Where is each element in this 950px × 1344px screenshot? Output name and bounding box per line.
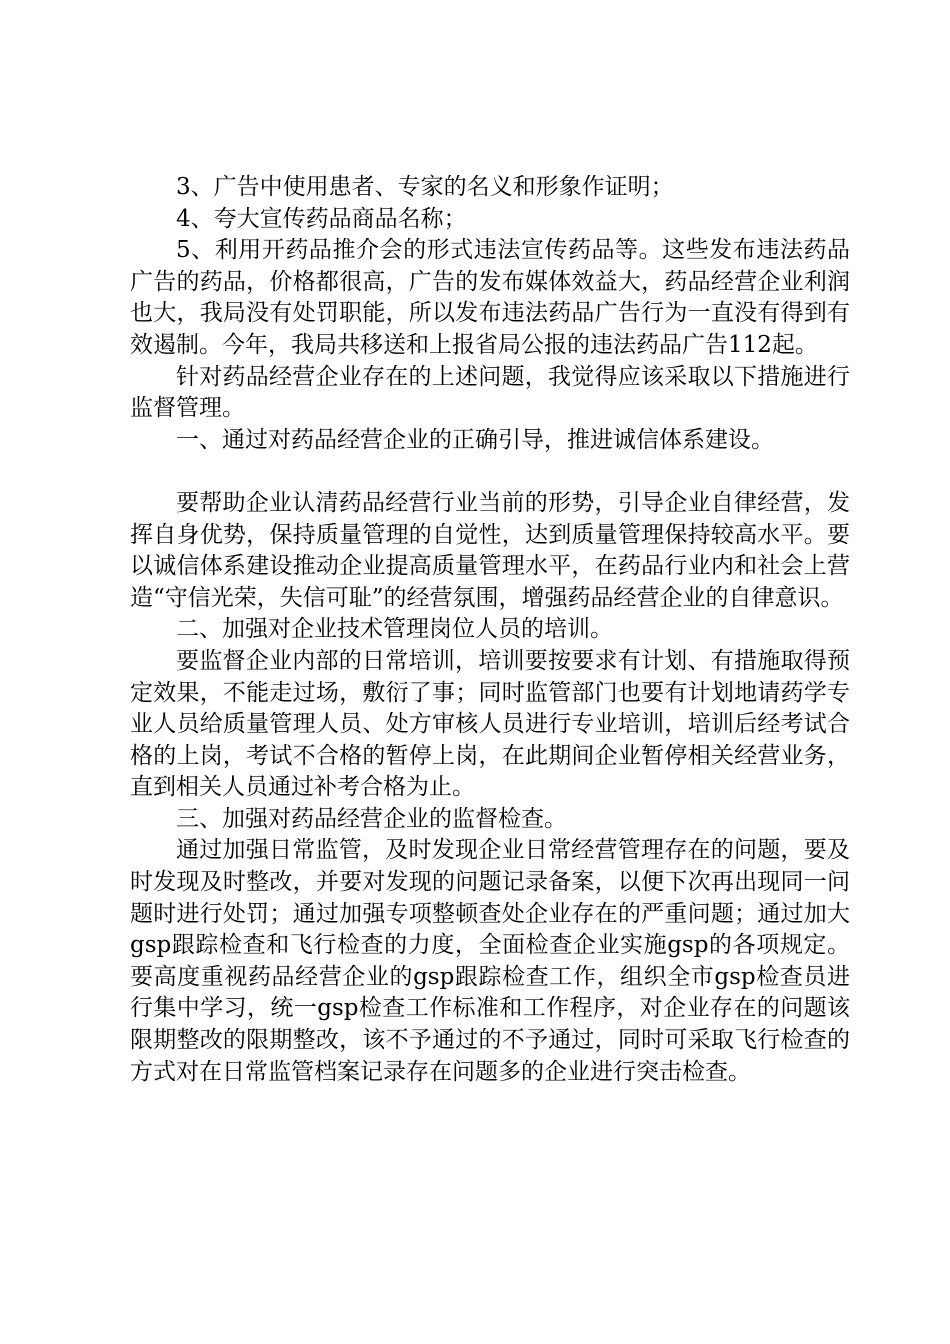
list-item-3: 3、广告中使用患者、专家的名义和形象作证明； bbox=[176, 174, 674, 200]
document-body bbox=[130, 172, 850, 1088]
section-heading-1: 一、通过对药品经营企业的正确引导，推进诚信体系建设。 bbox=[176, 426, 774, 453]
section-heading-2: 二、加强对企业技术管理岗位人员的培训。 bbox=[176, 616, 613, 643]
section-heading-3: 三、加强对药品经营企业的监督检查。 bbox=[176, 805, 567, 832]
section-body-3: 通过加强日常监管，及时发现企业日常经营管理存在的问题，要及时发现及时整改，并要对发现的问题记录备案，以便下次再出现同一问题时进行处罚；通过加强专项整顿查处企业存在的严重问题；通过加大gsp跟踪检查和飞行检查的力度，全面检查企业实施gsp的各项规定。要高度重视药品经营企业的gsp跟踪检查工作，组织全市gsp检查员进行集中学习，统一gsp检查工作标准和工作程序，对企业存在的问题该限期整改的限期整改，该不予通过的不予通过，同时可采取飞行检查的方式对在日常监管档案记录存在问题多的企业进行突击检查。 bbox=[130, 837, 850, 1085]
section-body-1: 要帮助企业认清药品经营行业当前的形势，引导企业自律经营，发挥自身优势，保持质量管理的自觉性，达到质量管理保持较高水平。要以诚信体系建设推动企业提高质量管理水平，在药品行业内和社会上营造“守信光荣，失信可耻”的经营氛围，增强药品经营企业的自律意识。 bbox=[130, 489, 850, 611]
list-item-4: 4、夸大宣传药品商品名称； bbox=[176, 205, 467, 232]
intro-paragraph: 针对药品经营企业存在的上述问题，我觉得应该采取以下措施进行监督管理。 bbox=[130, 363, 850, 422]
section-body-2: 要监督企业内部的日常培训，培训要按要求有计划、有措施取得预定效果，不能走过场，敷衍了事；同时监管部门也要有计划地请药学专业人员给质量管理人员、处方审核人员进行专业培训，培训后经考试合格的上岗，考试不合格的暂停上岗，在此期间企业暂停相关经营业务，直到相关人员通过补考合格为止。 bbox=[130, 647, 850, 801]
list-item-5: 5、利用开药品推介会的形式违法宣传药品等。这些发布违法药品广告的药品，价格都很高，广告的发布媒体效益大，药品经营企业利润也大，我局没有处罚职能，所以发布违法药品广告行为一直没有得到有效遏制。今年，我局共移送和上报省局公报的违法药品广告112起。 bbox=[130, 237, 850, 358]
